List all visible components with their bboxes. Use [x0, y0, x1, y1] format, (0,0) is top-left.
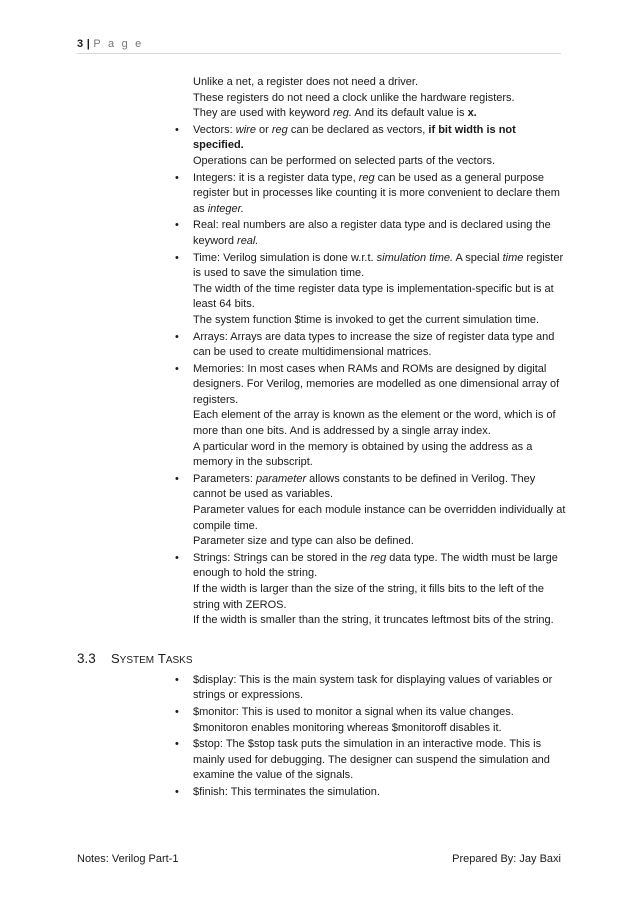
intro-line: These registers do not need a clock unlike the hardware registers. [193, 91, 515, 104]
bullet-icon: • [175, 362, 179, 375]
list-item-arrays: • Arrays: Arrays are data types to increase the size of register data type and can be used to create multidimensional matrices. [175, 330, 555, 359]
section-number: 3.3 [77, 650, 96, 666]
keyword-line: They are used with keyword reg. And its default value is x. [193, 107, 477, 120]
bullet-icon: • [175, 171, 179, 184]
list-item-time: • Time: Verilog simulation is done w.r.t. simulation time. A special time register is used to save the simulation time. The width of the time register data type is implementation-specific but is at least 64 bits. The system function $time is invoked to get the current simulation time. [175, 251, 564, 326]
bullet-icon: • [175, 551, 179, 564]
list-item-real: • Real: real numbers are also a register data type and is declared using the keyword real. [175, 219, 551, 247]
header-separator: | [86, 38, 91, 50]
bullet-icon: • [175, 705, 179, 718]
list-item-display: • $display: This is the main system task for displaying values of variables or strings or expressions. [175, 673, 553, 702]
bullet-icon: • [175, 330, 179, 343]
section-heading: 3.3 SYSTEM TASKS [77, 650, 193, 666]
document-body [77, 75, 567, 801]
list-item-stop: • $stop: The $stop task puts the simulation in an interactive mode. This is mainly used for debugging. The designer can suspend the simulation and examine the value of the signals. [175, 738, 550, 782]
footer-left: Notes: Verilog Part-1 [77, 853, 179, 865]
list-item-memories: • Memories: In most cases when RAMs and ROMs are designed by digital designers. For Verilog, memories are modelled as one dimensional array of registers. Each element of the array is known as the element or the word, which is of more than one bits. And is addressed by a single array index. A particular word in the memory is obtained by using the address as a memory in the subscript. [175, 362, 560, 469]
footer-right: Prepared By: Jay Baxi [452, 853, 561, 865]
list-item-finish: • $finish: This terminates the simulation. [193, 785, 567, 801]
intro-line: Unlike a net, a register does not need a driver. [193, 76, 419, 88]
bullet-icon: • [175, 219, 179, 232]
list-item-parameters: • Parameters: parameter allows constants to be defined in Verilog. They cannot be used as variables. Parameter values for each module instance can be overridden individually at compile time. Parameter size and type can also be defined. [175, 472, 566, 548]
list-item-vectors: • Vectors: wire or reg can be declared as vectors, if bit width is not specified. Operations can be performed on selected parts of the vectors. [175, 123, 516, 167]
register-intro [193, 75, 567, 122]
list-item-monitor: • $monitor: This is used to monitor a signal when its value changes. $monitoron enables monitoring whereas $monitoroff disables it. [175, 705, 514, 734]
bullet-icon: • [175, 123, 179, 136]
bullet-icon: • [175, 785, 179, 798]
page-word: P a g e [93, 38, 144, 50]
header-divider [77, 53, 561, 54]
bullet-icon: • [175, 251, 179, 264]
bullet-icon: • [175, 673, 179, 686]
page-header [77, 38, 143, 50]
page-number: 3 [77, 38, 84, 50]
list-item-strings: • Strings: Strings can be stored in the reg data type. The width must be large enough to hold the string. If the width is larger than the size of the string, it fills bits to the left of the string with ZEROS. If the width is smaller than the string, it truncates leftmost bits of the string. [175, 551, 558, 627]
bullet-icon: • [175, 472, 179, 485]
bullet-icon: • [175, 738, 179, 751]
list-item-integers: • Integers: it is a register data type, reg can be used as a general purpose register but in processes like counting it is more convenient to declare them as integer. [175, 171, 560, 215]
